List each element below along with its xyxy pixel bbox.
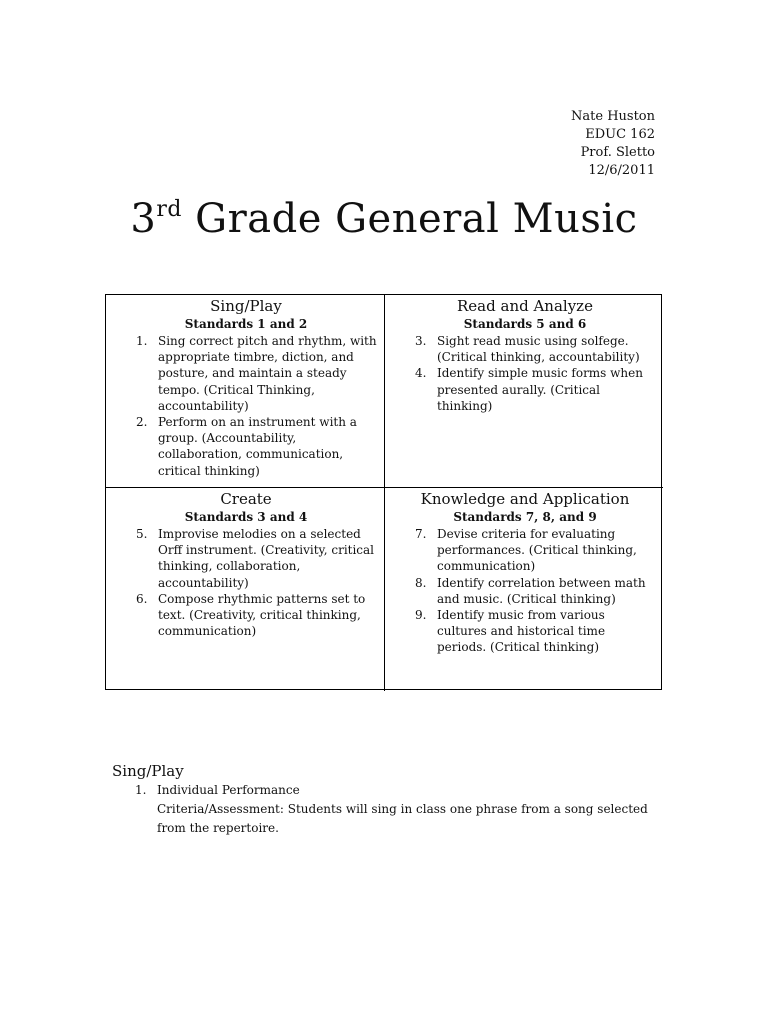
item-text: Identify correlation between math and music. (Critical thinking) [437, 575, 646, 606]
item-number: 7. [415, 527, 427, 541]
item-text: Devise criteria for evaluating performances. (Critical thinking, communication) [437, 527, 637, 574]
cell-standards: Standards 1 and 2 [184, 317, 308, 331]
list-item [393, 607, 657, 656]
cell-standards: Standards 5 and 6 [463, 317, 587, 331]
sing-play-section [112, 761, 652, 838]
list-item [114, 526, 378, 591]
list-item [393, 365, 657, 414]
cell-create [106, 488, 385, 691]
document-date: 12/6/2011 [588, 163, 655, 178]
list-item [114, 414, 378, 479]
objective-list [114, 333, 378, 479]
item-text: Sight read music using solfege. (Critical thinking, accountability) [437, 334, 640, 365]
item-number: 6. [136, 591, 148, 606]
cell-knowledge-application [385, 488, 663, 691]
item-number: 1. [135, 783, 147, 797]
cell-title: Read and Analyze [457, 297, 593, 315]
cell-sing-play [106, 295, 385, 488]
objectives-table [105, 294, 662, 690]
item-number: 8. [415, 575, 427, 590]
page-title [0, 196, 768, 242]
cell-title: Knowledge and Application [420, 490, 630, 508]
item-text: Perform on an instrument with a group. (Accountability, collaboration, communication, critical thinking) [158, 415, 357, 478]
item-number: 3. [415, 334, 427, 348]
objective-list [114, 526, 378, 639]
item-title: Individual Performance [157, 783, 300, 797]
title-text: Grade General Music [181, 196, 638, 242]
item-number: 1. [136, 334, 148, 348]
objective-list [393, 526, 657, 656]
item-number: 2. [136, 415, 148, 430]
author-name: Nate Huston [571, 109, 655, 124]
cell-standards: Standards 7, 8, and 9 [453, 510, 597, 524]
item-detail: Criteria/Assessment: Students will sing in class one phrase from a song selected from the repertoire. [157, 802, 648, 835]
item-text: Sing correct pitch and rhythm, with appropriate timbre, diction, and posture, and maintain a steady tempo. (Critical Thinking, accountability) [158, 334, 377, 413]
course-code: EDUC 162 [585, 127, 655, 142]
list-item [393, 575, 657, 607]
item-text: Identify music from various cultures and historical time periods. (Critical thinking) [437, 608, 606, 655]
cell-title: Create [220, 490, 272, 508]
list-item [114, 333, 378, 414]
item-number: 4. [415, 366, 427, 381]
list-item [393, 526, 657, 575]
list-item [114, 591, 378, 640]
author-block [571, 108, 655, 180]
title-number: 3 [130, 196, 157, 242]
title-ordinal: rd [156, 197, 182, 222]
list-item [393, 333, 657, 365]
item-text: Compose rhythmic patterns set to text. (Creativity, critical thinking, communication) [158, 591, 366, 639]
item-number: 9. [415, 608, 427, 623]
section-heading: Sing/Play [112, 762, 184, 780]
objective-list [393, 333, 657, 414]
professor-name: Prof. Sletto [580, 145, 655, 160]
item-number: 5. [136, 527, 148, 541]
item-text: Improvise melodies on a selected Orff instrument. (Creativity, critical thinking, collaboration, accountability) [158, 527, 375, 590]
cell-title: Sing/Play [210, 297, 282, 315]
item-text: Identify simple music forms when presented aurally. (Critical thinking) [437, 366, 643, 413]
cell-read-analyze [385, 295, 663, 488]
list-item [112, 781, 652, 838]
cell-standards: Standards 3 and 4 [184, 510, 308, 524]
